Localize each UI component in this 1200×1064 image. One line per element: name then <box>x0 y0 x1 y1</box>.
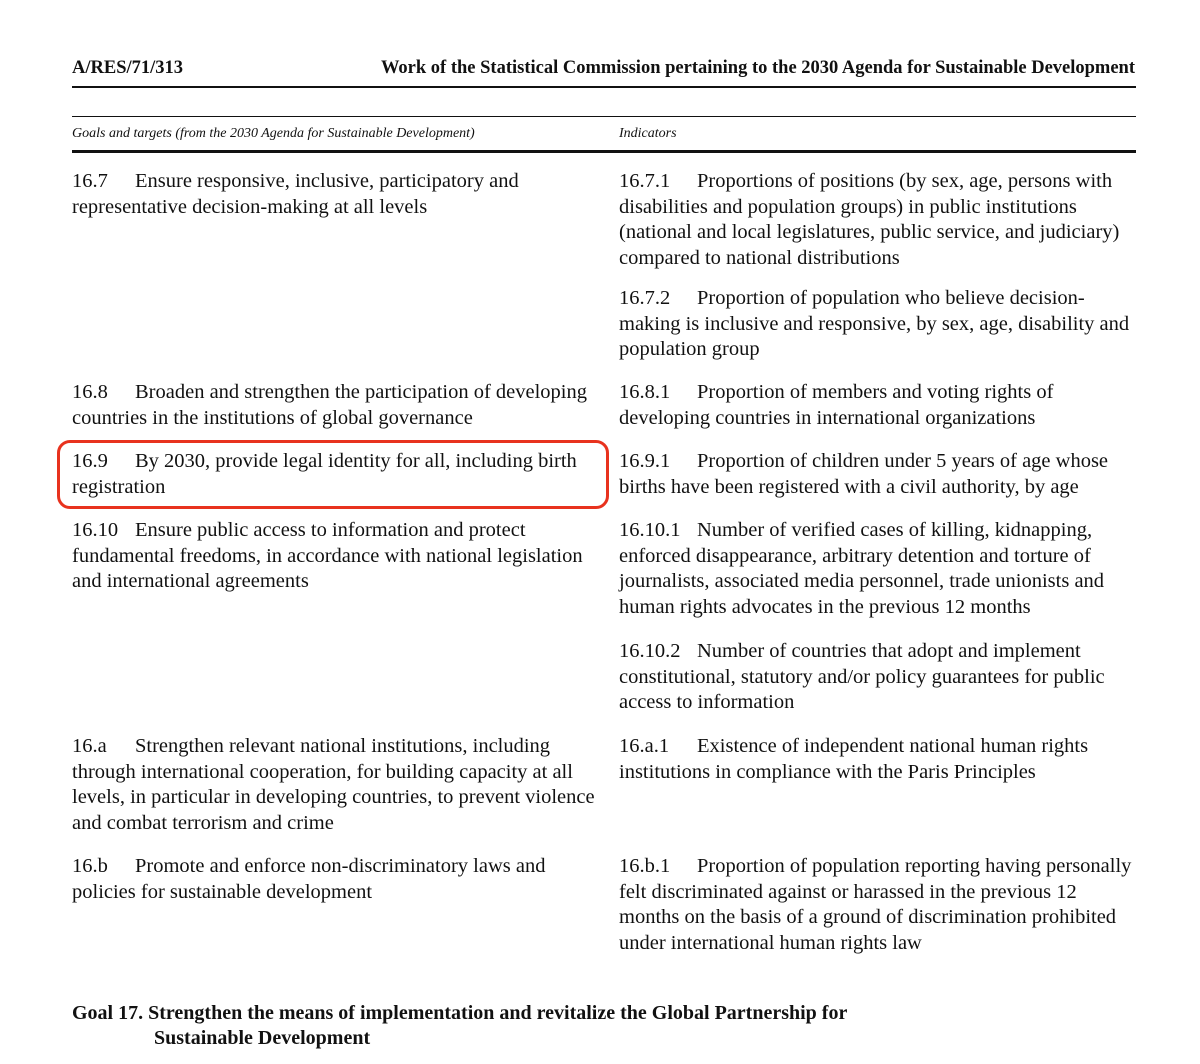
column-header-goals: Goals and targets (from the 2030 Agenda for Sustainable Development) <box>72 126 475 141</box>
target-16-b: 16.b Promote and enforce non-discriminatory laws and policies for sustainable development <box>72 855 546 903</box>
indicator-16-8-1: 16.8.1 Proportion of members and voting rights of developing countries in international organizations <box>619 381 1054 429</box>
running-title: Work of the Statistical Commission pertaining to the 2030 Agenda for Sustainable Development <box>380 58 1135 78</box>
highlight-box <box>57 440 609 509</box>
indicator-16-7-1: 16.7.1 Proportions of positions (by sex, age, persons with disabilities and population groups) in public institutions (national and local legislatures, public service, and judiciary) compared to national distributions <box>619 170 1120 269</box>
indicator-16-10-1: 16.10.1 Number of verified cases of killing, kidnapping, enforced disappearance, arbitrary detention and torture of journalists, associated media personnel, trade unionists and human rights advocates in the previous 12 months <box>619 519 1105 618</box>
table-top-rule <box>72 116 1136 117</box>
target-16-8: 16.8 Broaden and strengthen the participation of developing countries in the institutions of global governance <box>72 381 588 429</box>
table-header-rule <box>72 150 1136 153</box>
indicator-16-a-1: 16.a.1 Existence of independent national human rights institutions in compliance with the Paris Principles <box>619 735 1089 783</box>
target-16-10: 16.10 Ensure public access to information and protect fundamental freedoms, in accordance with national legislation and international agreements <box>72 519 583 593</box>
target-16-a: 16.a Strengthen relevant national institutions, including through international cooperation, for building capacity at all levels, in particular in developing countries, to prevent violence and combat terrorism and crime <box>72 735 595 834</box>
target-16-9: 16.9 By 2030, provide legal identity for all, including birth registration <box>72 450 577 498</box>
indicator-16-b-1: 16.b.1 Proportion of population reporting having personally felt discriminated against or harassed in the previous 12 months on the basis of a ground of discrimination prohibited under international human rights law <box>619 855 1132 954</box>
column-header-indicators: Indicators <box>619 126 677 141</box>
target-16-7: 16.7 Ensure responsive, inclusive, participatory and representative decision-making at all levels <box>72 170 519 218</box>
indicator-16-9-1: 16.9.1 Proportion of children under 5 years of age whose births have been registered with a civil authority, by age <box>619 450 1109 498</box>
indicator-16-10-2: 16.10.2 Number of countries that adopt and implement constitutional, statutory and/or policy guarantees for public access to information <box>619 640 1105 714</box>
indicator-16-7-2: 16.7.2 Proportion of population who believe decision-making is inclusive and responsive, by sex, age, disability and population group <box>619 287 1130 361</box>
header-rule <box>72 86 1136 88</box>
document-symbol: A/RES/71/313 <box>72 58 184 78</box>
goal-17-heading: Goal 17. Strengthen the means of implementation and revitalize the Global Partnership for Sustainable Development <box>72 1002 848 1049</box>
